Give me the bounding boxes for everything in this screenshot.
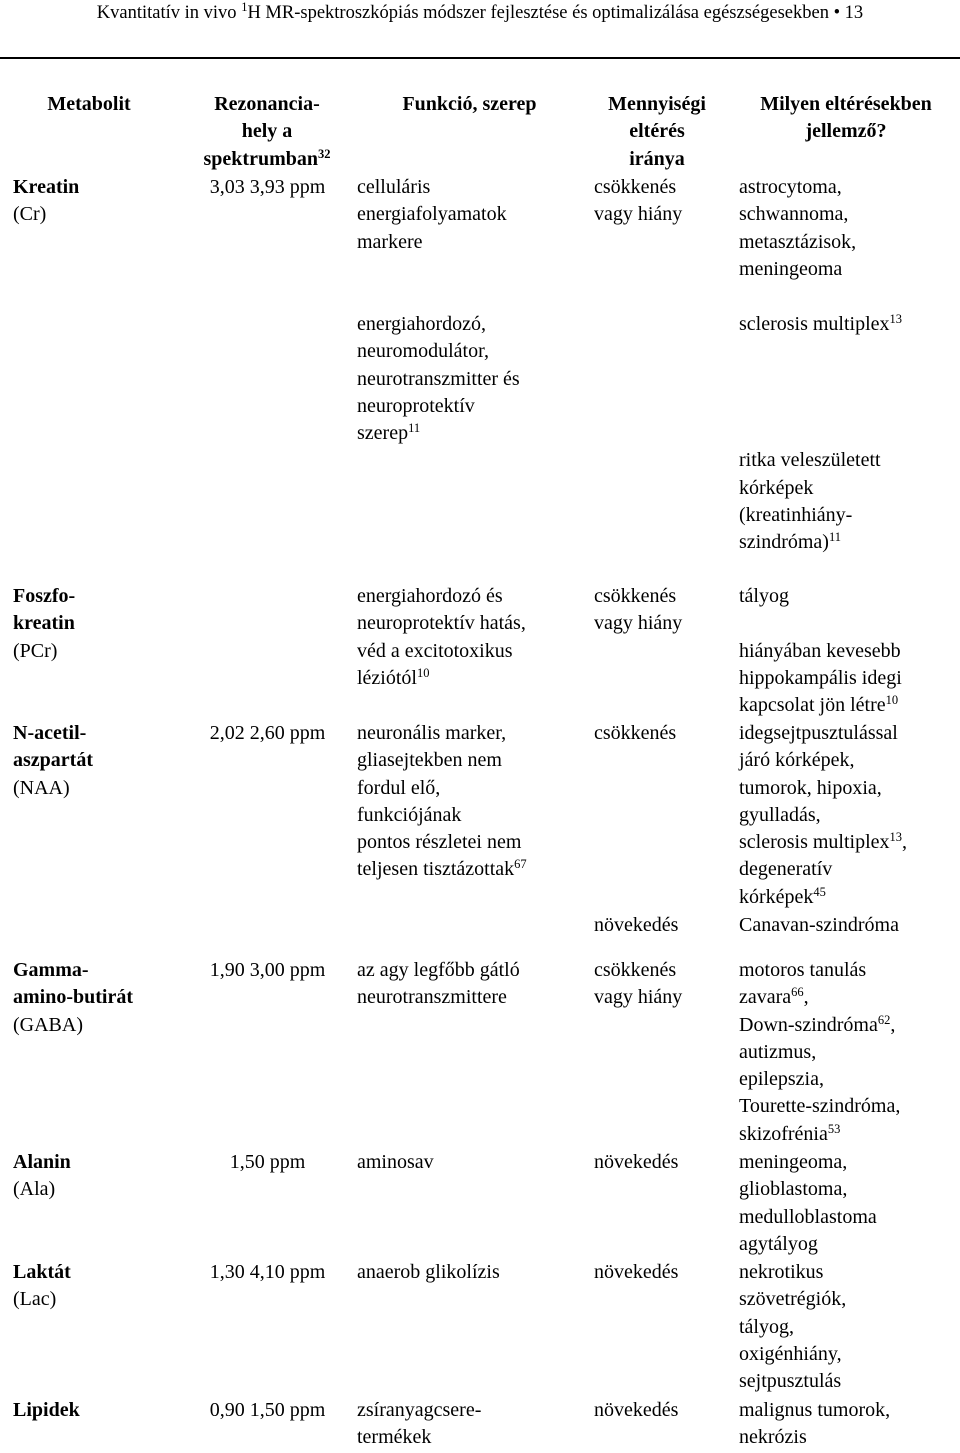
disease-line: szindróma) [739, 531, 829, 554]
direction-line: vagy hiány [594, 203, 683, 226]
disease-line: nekrózis [739, 1426, 807, 1449]
header-function-label: Funkció, szerep [402, 93, 537, 115]
header-diseases [732, 91, 960, 146]
metabolite-name: Kreatin [13, 176, 80, 198]
reference-superscript: 13 [889, 312, 903, 326]
disease-line: motoros tanulás [739, 959, 867, 981]
metabolite-abbreviation: (Ala) [13, 1178, 56, 1201]
metabolite-name: Gamma- [13, 959, 89, 981]
resonance-range: 1,50 ppm [229, 1151, 306, 1173]
metabolite-name-cell [13, 1149, 178, 1204]
function-line: energiafolyamatok [357, 203, 507, 226]
resonance-range: 3,03 3,93 ppm [209, 176, 326, 198]
metabolite-abbreviation: (Lac) [13, 1288, 57, 1311]
disease-line: kórképek [739, 885, 814, 908]
punctuation: , [890, 1013, 896, 1036]
disease-line: sejtpusztulás [739, 1370, 842, 1393]
disease-line: autizmus, [739, 1040, 817, 1063]
header-text-end: H MR-spektroszkópiás módszer fejlesztése és optimalizálása egészségesekben • 13 [247, 3, 864, 23]
diseases-cell [739, 174, 954, 283]
metabolite-name-cell [13, 720, 178, 802]
function-cell [357, 957, 582, 1012]
metabolite-name: kreatin [13, 612, 75, 635]
header-direction [582, 91, 732, 173]
disease-line: járó kórképek, [739, 749, 855, 772]
disease-line: kórképek [739, 476, 814, 499]
disease-line: tályog [739, 585, 789, 607]
disease-line: kapcsolat jön létre [739, 694, 886, 717]
diseases-cell [739, 1259, 954, 1395]
metabolite-abbreviation: (NAA) [13, 776, 70, 799]
disease-line: hiányában kevesebb [739, 639, 901, 662]
disease-line: schwannoma, [739, 203, 849, 226]
reference-superscript: 67 [514, 857, 527, 872]
reference-superscript: 66 [791, 985, 804, 1000]
disease-line: malignus tumorok, [739, 1399, 891, 1421]
function-line: neurotranszmittere [357, 986, 507, 1009]
diseases-cell [739, 1397, 954, 1452]
metabolite-name: Alanin [13, 1151, 71, 1173]
metabolite-name: Foszfo- [13, 585, 76, 607]
metabolite-abbreviation: (Cr) [13, 203, 47, 226]
disease-line: sclerosis multiplex [739, 313, 890, 335]
header-direction-line: iránya [629, 147, 685, 170]
running-header [0, 0, 960, 28]
reference-superscript: 53 [827, 1121, 841, 1136]
disease-line: nekrotikus [739, 1261, 824, 1283]
metabolite-abbreviation: (PCr) [13, 639, 58, 662]
disease-line: zavara [739, 986, 792, 1009]
metabolite-name-cell [13, 1397, 178, 1424]
function-line: pontos részletei nem [357, 831, 522, 854]
direction-cell [594, 957, 724, 1012]
function-cell [357, 720, 582, 884]
table-top-rule [0, 57, 960, 59]
metabolite-name-cell [13, 957, 178, 1039]
resonance-range: 1,30 4,10 ppm [209, 1261, 326, 1283]
disease-line: idegsejtpusztulással [739, 722, 898, 744]
metabolite-name-cell [13, 583, 178, 665]
function-cell [357, 311, 582, 447]
disease-line: szövetrégiók, [739, 1288, 847, 1311]
function-line: zsíranyagcsere- [357, 1399, 482, 1421]
metabolite-name: amino-butirát [13, 986, 133, 1009]
function-line: gliasejtekben nem [357, 749, 502, 772]
header-resonance-line: spektrumban [203, 147, 318, 170]
function-line: az agy legfőbb gátló [357, 959, 520, 981]
disease-line: Canavan-szindróma [739, 914, 899, 936]
function-line: energiahordozó, [357, 313, 487, 335]
disease-line: epilepszia, [739, 1068, 824, 1091]
direction-line: növekedés [594, 1261, 679, 1283]
function-line: neuronális marker, [357, 722, 507, 744]
resonance-range: 1,90 3,00 ppm [209, 959, 326, 981]
header-text-start: Kvantitatív in vivo [96, 3, 242, 23]
function-line: teljesen tisztázottak [357, 858, 515, 881]
disease-line: skizofrénia [739, 1122, 828, 1145]
metabolite-name: Lipidek [13, 1399, 80, 1421]
disease-line: (kreatinhiány- [739, 504, 853, 527]
direction-line: növekedés [594, 1151, 679, 1173]
function-line: neurotranszmitter és [357, 367, 520, 390]
direction-line: vagy hiány [594, 986, 683, 1009]
direction-line: csökkenés [594, 585, 677, 607]
function-line: léziótól [357, 666, 417, 689]
direction-line: csökkenés [594, 176, 677, 198]
metabolite-name: N-acetil- [13, 722, 87, 744]
function-line: termékek [357, 1426, 432, 1449]
header-direction-line: eltérés [629, 120, 685, 143]
diseases-cell [739, 957, 954, 1148]
reference-superscript: 11 [828, 530, 842, 545]
header-resonance-line: hely a [241, 120, 293, 143]
diseases-cell [739, 583, 954, 719]
metabolite-abbreviation: (GABA) [13, 1013, 83, 1036]
metabolite-name: Laktát [13, 1261, 71, 1283]
direction-line: növekedés [594, 1399, 679, 1421]
disease-line: meningeoma [739, 257, 843, 280]
direction-cell [594, 174, 724, 229]
disease-line: tumorok, hipoxia, [739, 776, 882, 799]
function-line: fordul elő, [357, 776, 441, 799]
disease-line: oxigénhiány, [739, 1342, 842, 1365]
disease-line: gyulladás, [739, 803, 821, 826]
metabolite-name-cell [13, 1259, 178, 1314]
diseases-cell [739, 1149, 954, 1258]
header-direction-line: Mennyiségi [608, 93, 706, 115]
reference-superscript: 45 [813, 884, 826, 899]
diseases-cell [739, 311, 954, 557]
disease-line: degeneratív [739, 858, 833, 881]
reference-superscript: 10 [885, 693, 899, 708]
reference-superscript: 32 [317, 146, 331, 161]
function-line: funkciójának [357, 803, 462, 826]
header-metabolite [0, 91, 178, 118]
function-line: neuroprotektív hatás, [357, 612, 526, 635]
reference-superscript: 11 [408, 421, 421, 436]
disease-line: Tourette-szindróma, [739, 1095, 901, 1118]
disease-line: sclerosis multiplex [739, 831, 890, 854]
disease-line: medulloblastoma [739, 1205, 877, 1228]
direction-line: növekedés [594, 914, 679, 936]
disease-line: metasztázisok, [739, 230, 857, 253]
function-line: neuromodulátor, [357, 340, 489, 363]
disease-line: agytályog [739, 1232, 818, 1255]
disease-line: hippokampális idegi [739, 666, 902, 689]
function-line: markere [357, 230, 423, 253]
diseases-cell [739, 720, 954, 911]
metabolite-name: aszpartát [13, 749, 93, 772]
header-diseases-line: Milyen eltérésekben [760, 93, 932, 115]
header-metabolite-label: Metabolit [47, 93, 131, 115]
function-line: celluláris [357, 176, 431, 198]
reference-superscript: 10 [416, 665, 430, 680]
direction-line: csökkenés [594, 722, 677, 744]
direction-line: vagy hiány [594, 612, 683, 635]
reference-superscript: 62 [877, 1012, 891, 1027]
disease-line: Down-szindróma [739, 1013, 878, 1036]
function-line: anaerob glikolízis [357, 1261, 500, 1283]
function-cell [357, 583, 582, 692]
header-diseases-line: jellemző? [805, 120, 887, 143]
disease-line: meningeoma, [739, 1151, 848, 1173]
resonance-range: 2,02 2,60 ppm [209, 722, 326, 744]
header-superscript: 1 [241, 0, 248, 14]
disease-line: ritka veleszületett [739, 449, 881, 472]
direction-cell [594, 583, 724, 638]
direction-line: csökkenés [594, 959, 677, 981]
function-line: szerep [357, 422, 409, 445]
disease-line: glioblastoma, [739, 1178, 848, 1201]
function-cell [357, 174, 582, 256]
disease-line: astrocytoma, [739, 176, 842, 198]
punctuation: , [902, 831, 908, 854]
function-line: véd a excitotoxikus [357, 639, 513, 662]
metabolite-name-cell [13, 174, 178, 229]
disease-line: tályog, [739, 1315, 794, 1338]
header-function [357, 91, 582, 118]
function-cell [357, 1397, 582, 1452]
header-resonance [178, 91, 356, 173]
function-line: aminosav [357, 1151, 434, 1173]
header-resonance-line: Rezonancia- [214, 93, 320, 115]
punctuation: , [803, 986, 809, 1009]
function-line: energiahordozó és [357, 585, 503, 607]
resonance-range: 0,90 1,50 ppm [209, 1399, 326, 1421]
reference-superscript: 13 [889, 830, 903, 845]
function-line: neuroprotektív [357, 394, 475, 417]
